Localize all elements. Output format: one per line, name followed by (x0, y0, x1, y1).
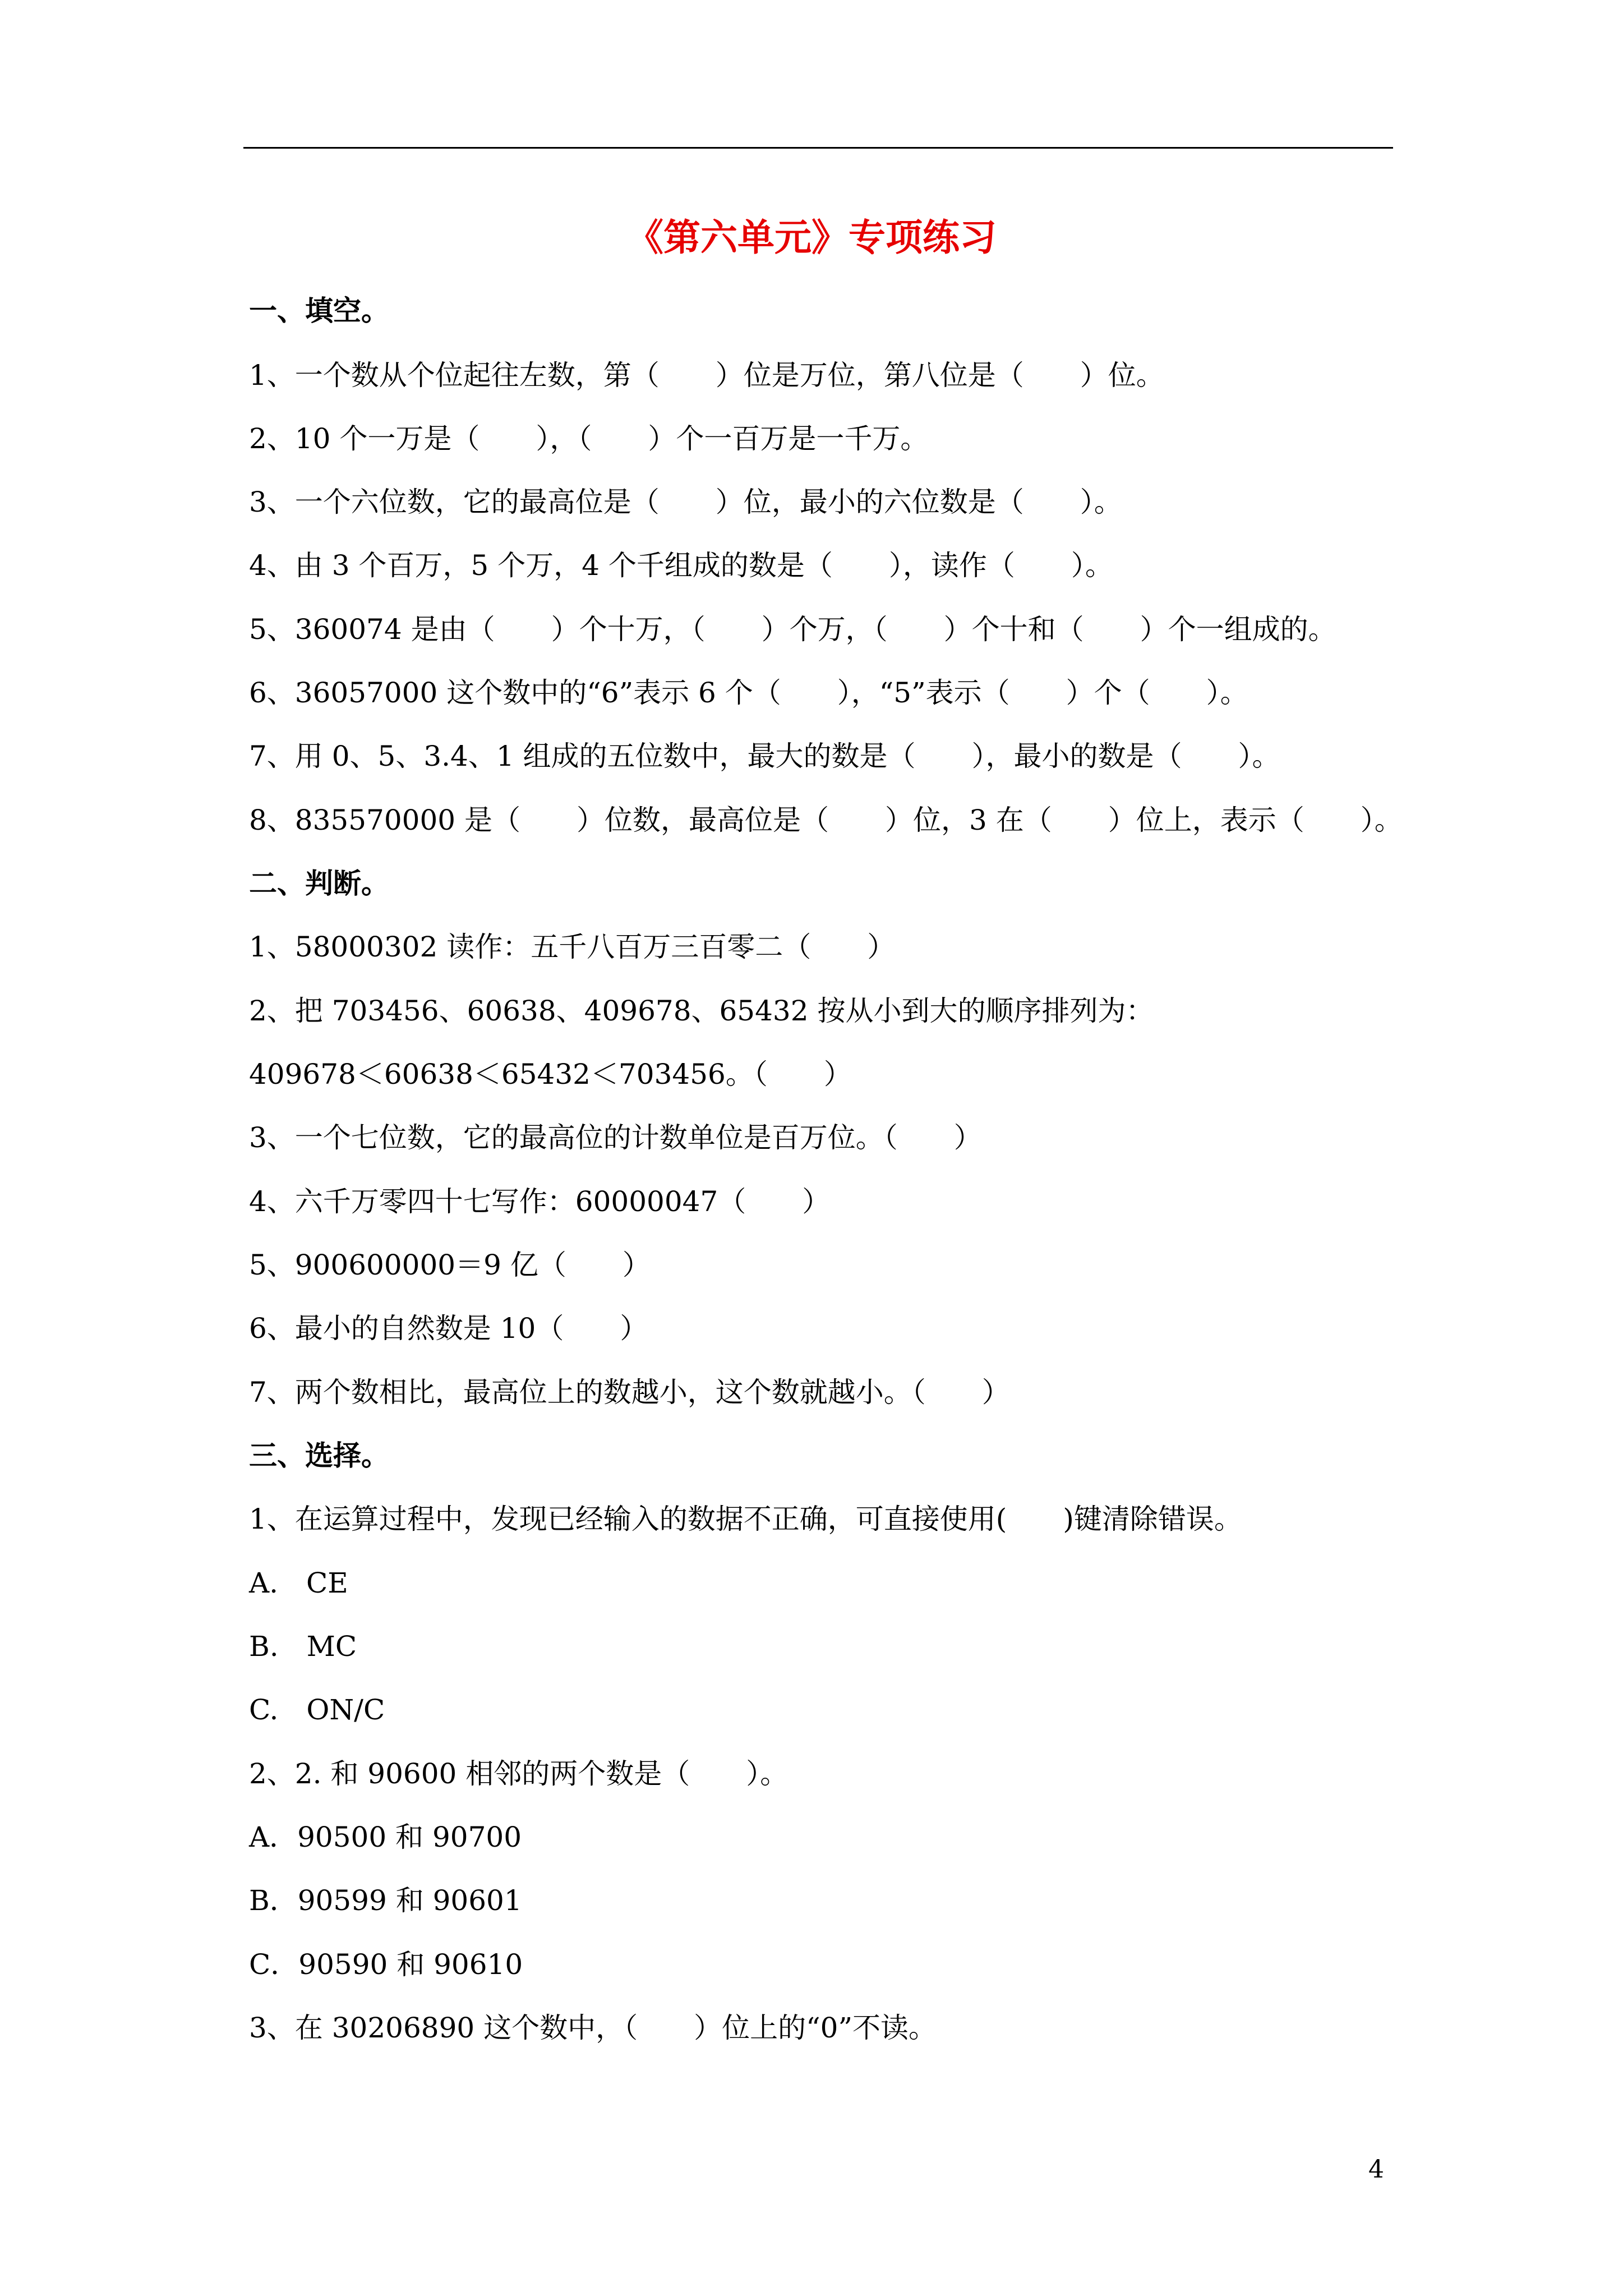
question-line: 6、最小的自然数是 10（ ） (249, 1312, 648, 1345)
page-title: 《第六单元》专项练习 (626, 215, 997, 259)
question-line: 3、一个六位数，它的最高位是（ ）位，最小的六位数是（ ）。 (249, 486, 1122, 518)
question-line: 1、58000302 读作：五千八百万三百零二（ ） (249, 931, 896, 963)
option-line: A．90500 和 90700 (249, 1821, 522, 1853)
section-heading-judge: 二、判断。 (249, 867, 389, 900)
question-line: 3、一个七位数，它的最高位的计数单位是百万位。（ ） (249, 1121, 982, 1154)
section-heading-fill-blank: 一、填空。 (249, 294, 389, 327)
option-line: B. MC (249, 1630, 357, 1663)
option-line: C．90590 和 90610 (249, 1948, 523, 1981)
option-line: C. ON/C (249, 1694, 385, 1726)
question-line: 8、835570000 是（ ）位数，最高位是（ ）位，3 在（ ）位上，表示（ ）。 (249, 804, 1403, 836)
section-heading-choice: 三、选择。 (249, 1439, 389, 1472)
page-number: 4 (1368, 2155, 1384, 2184)
question-line: 2、2. 和 90600 相邻的两个数是（ ）。 (249, 1757, 789, 1790)
header-rule (243, 147, 1393, 149)
question-line: 7、用 0、5、3.4、1 组成的五位数中，最大的数是（ ），最小的数是（ ）。 (249, 740, 1280, 772)
question-line: 7、两个数相比，最高位上的数越小，这个数就越小。（ ） (249, 1376, 1010, 1409)
option-line: A. CE (249, 1567, 348, 1599)
question-line: 5、360074 是由（ ）个十万，（ ）个万，（ ）个十和（ ）个一组成的。 (249, 613, 1336, 646)
question-line: 5、900600000＝9 亿（ ） (249, 1249, 651, 1281)
question-line: 2、把 703456、60638、409678、65432 按从小到大的顺序排列为： (249, 995, 1154, 1027)
question-line: 1、一个数从个位起往左数，第（ ）位是万位，第八位是（ ）位。 (249, 359, 1164, 392)
question-line: 4、由 3 个百万，5 个万，4 个千组成的数是（ ），读作（ ）。 (249, 549, 1113, 582)
question-line: 409678＜60638＜65432＜703456。（ ） (249, 1058, 852, 1091)
option-line: B．90599 和 90601 (249, 1884, 522, 1917)
question-line: 1、在运算过程中，发现已经输入的数据不正确，可直接使用( )键清除错误。 (249, 1503, 1242, 1535)
question-line: 4、六千万零四十七写作：60000047（ ） (249, 1185, 831, 1218)
question-line: 6、36057000 这个数中的“6”表示 6 个（ ），“5”表示（ ）个（ ）。 (249, 677, 1248, 709)
question-line: 2、10 个一万是（ ），（ ）个一百万是一千万。 (249, 422, 929, 455)
question-line: 3、在 30206890 这个数中，（ ）位上的“0”不读。 (249, 2012, 937, 2044)
